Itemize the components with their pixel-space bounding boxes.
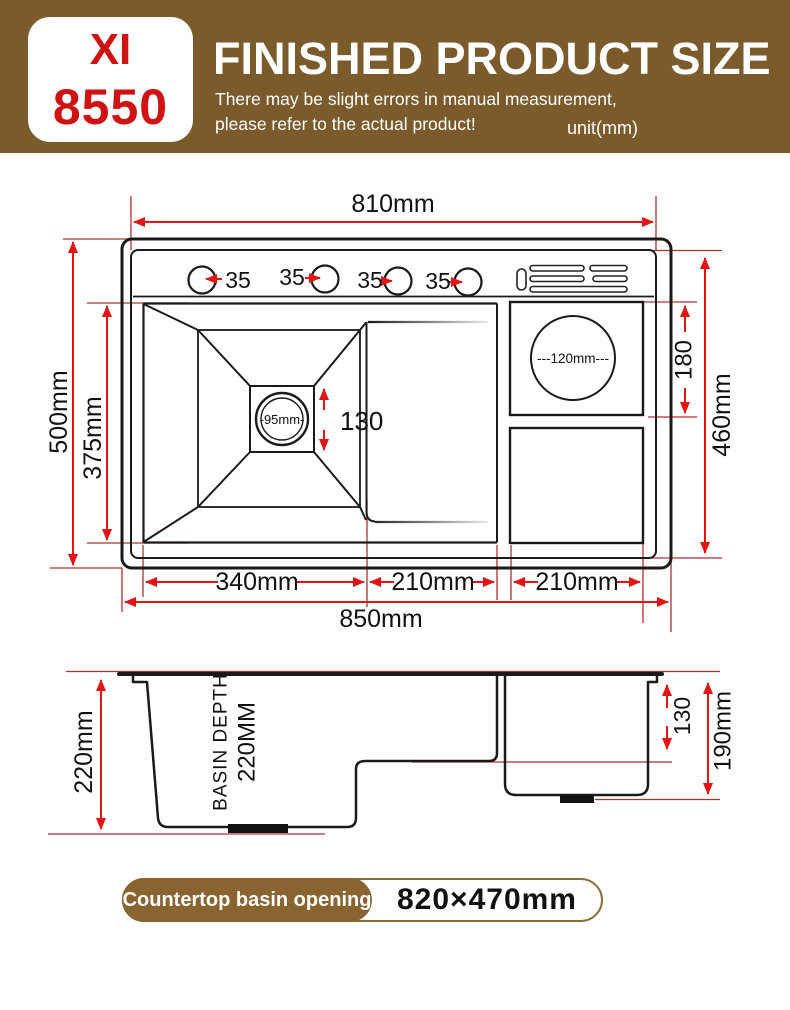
right-compartments: [510, 302, 643, 543]
faucet-hole-dim-4: 35: [425, 268, 451, 294]
dim-drain-square: 130: [340, 406, 384, 436]
dim-overall-depth: 220mm: [70, 710, 98, 794]
dim-right-inner-height: 460mm: [708, 373, 736, 457]
side-view-diagram: [48, 672, 737, 835]
dim-second-basin-outer: 190mm: [709, 690, 737, 772]
dim-right-column-width: 210mm: [535, 568, 619, 596]
dim-basin-width: 340mm: [215, 568, 299, 596]
main-basin: [144, 304, 498, 543]
dim-basin-depth-top: 375mm: [79, 396, 107, 480]
drain-rack-icon: [517, 266, 627, 293]
model-number: 8550: [52, 79, 169, 135]
sink-profile: [119, 674, 662, 833]
drain-hole-dim: -95mm-: [259, 412, 305, 427]
faucet-hole-dim-2: 35: [279, 264, 305, 290]
page-title: FINISHED PRODUCT SIZE: [213, 33, 771, 84]
countertop-opening-pill: [122, 878, 603, 922]
dim-height-outer: 500mm: [45, 370, 73, 454]
model-name: XI: [89, 25, 132, 74]
top-view-diagram: [45, 190, 736, 633]
dim-right-box-height: 180: [670, 339, 698, 381]
basin-depth-value: 220MM: [233, 701, 261, 783]
countertop-opening-value: 820×470mm: [397, 883, 577, 916]
disclaimer-line1: There may be slight errors in manual measurement,: [215, 89, 617, 109]
faucet-hole-dim-3: 35: [357, 267, 383, 293]
dim-drainboard-width: 210mm: [391, 568, 475, 596]
faucet-hole-dim-1: 35: [225, 267, 251, 293]
countertop-opening-label: Countertop basin opening: [122, 878, 372, 922]
disclaimer-line2: please refer to the actual product!: [215, 114, 476, 134]
round-hole-dim: ---120mm---: [537, 351, 609, 366]
unit-note: unit(mm): [567, 118, 638, 138]
dim-width-outer: 850mm: [339, 605, 423, 633]
dimension-lines-side-view: [101, 680, 708, 829]
basin-depth-caption: BASIN DEPTH: [210, 673, 232, 811]
dim-width-inner: 810mm: [351, 190, 435, 218]
dim-second-basin-depth: 130: [669, 696, 695, 736]
drainboard-panel: [367, 304, 498, 543]
